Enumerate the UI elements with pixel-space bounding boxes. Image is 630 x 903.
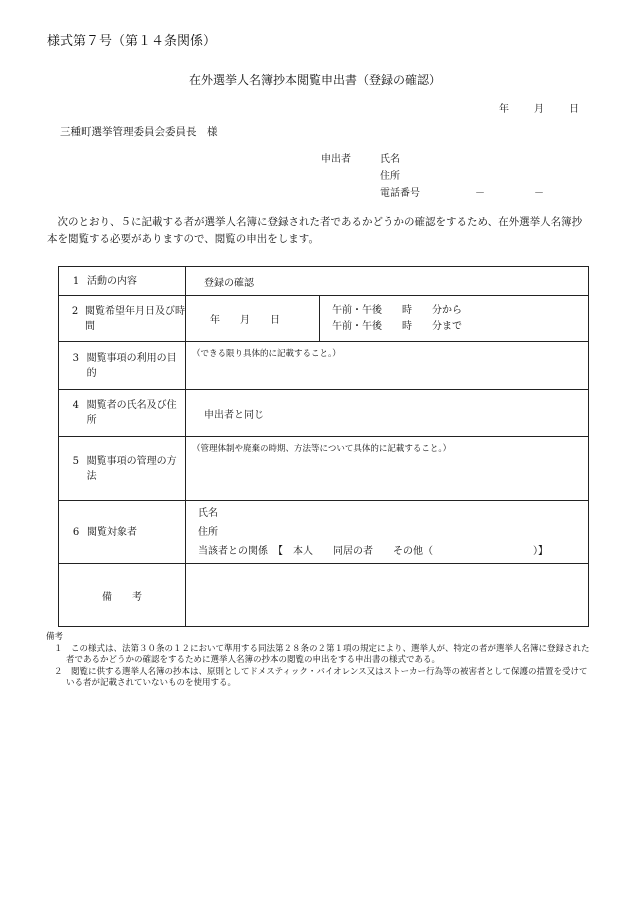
date-day: 日 — [569, 104, 579, 115]
remarks-label: 備 考 — [102, 591, 142, 603]
row-label-cell: 1 活動の内容 — [59, 267, 186, 296]
applicant-address-label: 住所 — [380, 171, 400, 182]
table-row — [59, 501, 589, 564]
recipient: 三種町選挙管理委員会委員長 様 — [60, 126, 218, 138]
phone-separator: － — [534, 188, 544, 199]
row-label-cell: 2 閲覧希望年月日及び時間 — [59, 296, 186, 342]
activity-label: 活動の内容 — [87, 275, 137, 287]
viewing-time-field[interactable] — [320, 296, 589, 342]
subject-relation: 当該者との関係 【 本人 同居の者 その他（ ）】 — [198, 545, 548, 557]
form-title: 在外選挙人名簿抄本閲覧申出書（登録の確認） — [188, 73, 441, 87]
table-row — [59, 267, 589, 296]
time-from: 午前・午後 時 分から — [332, 304, 462, 316]
viewer-label: 閲覧者の氏名及び住所 — [86, 400, 177, 426]
time-to: 午前・午後 時 分まで — [332, 320, 462, 332]
notes-heading: 備考 — [46, 632, 64, 642]
date-time-label: 閲覧希望年月日及び時間 — [85, 305, 185, 332]
note-item: ２ 閲覧に供する選挙人名簿の抄本は、原則としてドメスティック・バイオレンス又はストーカー行為等の被害者として保護の措置を受けている者が記載されていないものを使用する。 — [54, 666, 588, 688]
applicant-heading: 申出者 — [321, 154, 351, 165]
date-month: 月 — [534, 104, 544, 115]
remarks-field[interactable] — [186, 564, 589, 627]
viewer-value: 申出者と同じ — [186, 390, 589, 437]
purpose-note: （できる限り具体的に記載すること。） — [192, 349, 341, 359]
applicant-name-label: 氏名 — [380, 154, 400, 165]
table-row — [59, 296, 589, 342]
subject-address-label: 住所 — [198, 526, 218, 538]
remarks-label-cell — [59, 564, 186, 627]
notes-section — [46, 632, 591, 690]
viewing-date-field[interactable]: 年 月 日 — [186, 296, 320, 342]
date-year: 年 — [499, 104, 509, 115]
row-label-cell: 5 閲覧事項の管理の方法 — [59, 437, 186, 501]
subject-label: 閲覧対象者 — [87, 526, 137, 538]
table-row — [59, 390, 589, 437]
purpose-label: 閲覧事項の利用の目的 — [86, 352, 177, 379]
applicant-phone-label: 電話番号 — [380, 188, 420, 199]
purpose-field[interactable] — [186, 342, 589, 390]
form-number: 様式第７号（第１４条関係） — [47, 34, 217, 49]
note-item: １ この様式は、法第３０条の１２において準用する同法第２８条の２第１項の規定により、選挙人が、特定の者が選挙人名簿に登録された者であるかどうかの確認をするために選挙人名簿の抄本の閲覧の申出をする申出書の様式である。 — [54, 643, 590, 665]
management-label: 閲覧事項の管理の方法 — [86, 455, 177, 482]
row-label-cell: 6 閲覧対象者 — [59, 501, 186, 564]
application-table — [58, 266, 589, 627]
row-label-cell: 4 閲覧者の氏名及び住所 — [59, 390, 186, 437]
intro-text: 次のとおり、５に記載する者が選挙人名簿に登録された者であるかどうかの確認をするため、在外選挙人名簿抄本を閲覧する必要がありますので、閲覧の申出をします。 — [47, 216, 583, 245]
management-field[interactable] — [186, 437, 589, 501]
table-row — [59, 437, 589, 501]
management-note: （管理体制や廃棄の時期、方法等について具体的に記載すること。） — [192, 444, 452, 454]
table-row — [59, 564, 589, 627]
subject-field[interactable] — [186, 501, 589, 564]
row-label-cell: 3 閲覧事項の利用の目的 — [59, 342, 186, 390]
table-row — [59, 342, 589, 390]
phone-separator: － — [475, 188, 485, 199]
subject-name-label: 氏名 — [198, 507, 218, 519]
activity-value: 登録の確認 — [186, 267, 589, 296]
